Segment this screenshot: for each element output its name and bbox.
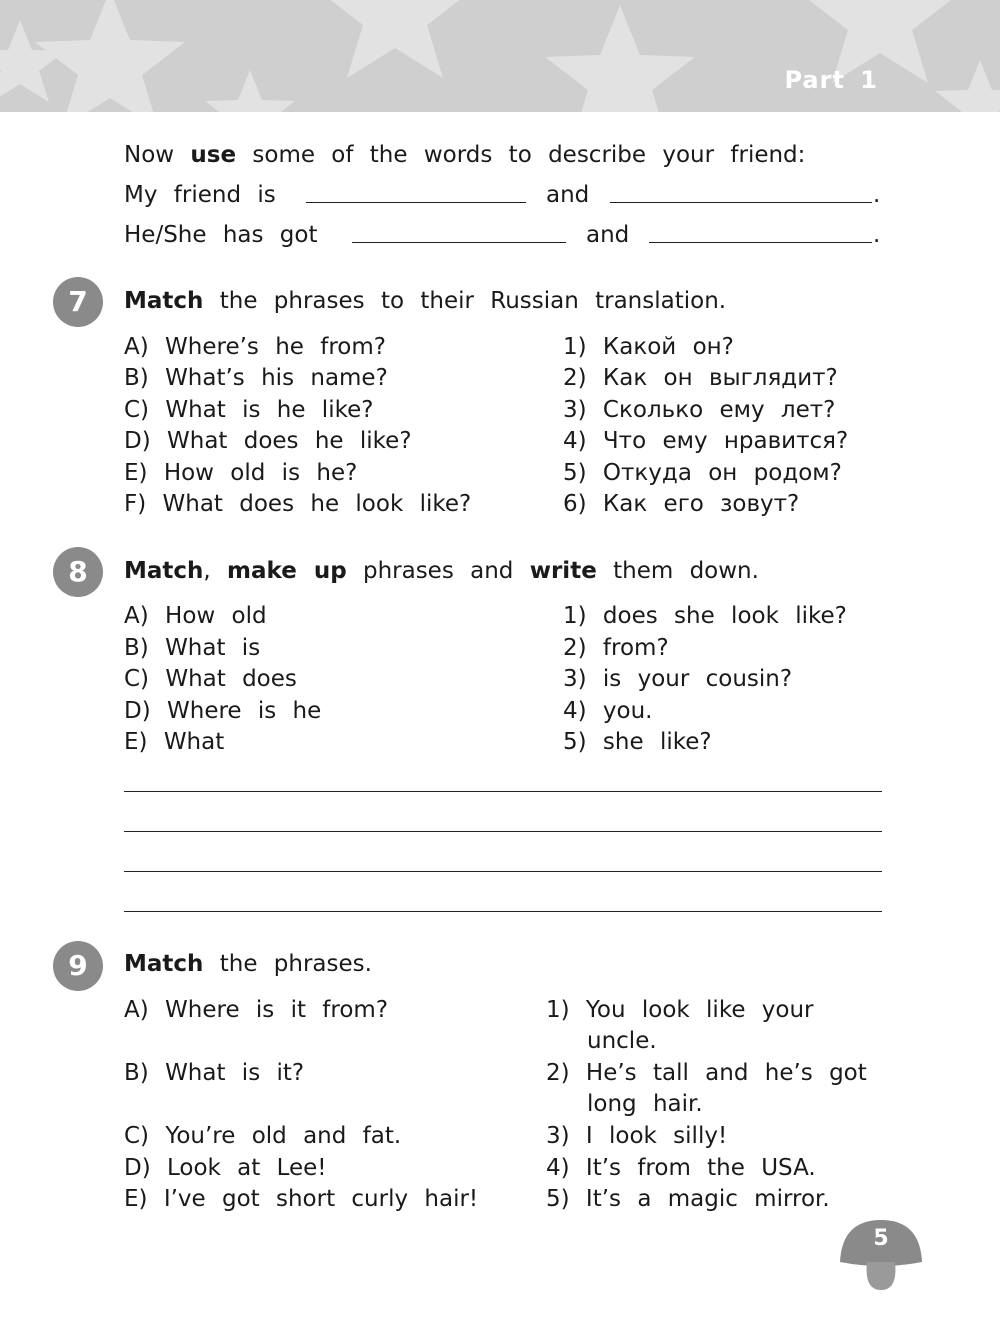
ex7-right-item: 3) Сколько ему лет?: [563, 397, 836, 423]
ex9-left-item: B) What is it?: [124, 1060, 305, 1086]
writing-line[interactable]: [124, 791, 882, 792]
instruction-bold: Match: [124, 558, 204, 584]
exercise-7-instruction: [124, 288, 726, 314]
ex9-right-item: 2) He’s tall and he’s got: [546, 1060, 867, 1086]
ex9-right-item: 1) You look like your: [546, 997, 814, 1023]
ex9-left-item: D) Look at Lee!: [124, 1155, 327, 1181]
ex7-left-item: B) What’s his name?: [124, 365, 388, 391]
instruction-text: the phrases.: [219, 951, 372, 977]
ex7-right-item: 5) Откуда он родом?: [563, 460, 842, 486]
instruction-text: the phrases to their Russian translation.: [219, 288, 727, 314]
intro-text: He/She has got: [124, 222, 318, 248]
ex8-left-item: C) What does: [124, 666, 297, 692]
instruction-text: ,: [203, 558, 211, 584]
ex7-left-item: A) Where’s he from?: [124, 334, 386, 360]
exercise-number-badge: 7: [53, 277, 103, 327]
exercise-8-instruction: [124, 558, 759, 584]
intro-line-2: [124, 182, 276, 208]
ex7-left-item: D) What does he like?: [124, 428, 412, 454]
intro-text: My friend is: [124, 182, 276, 208]
and-word: and: [586, 222, 630, 248]
ex8-right-item: 1) does she look like?: [563, 603, 847, 629]
ex8-left-item: A) How old: [124, 603, 267, 629]
ex9-right-item: 4) It’s from the USA.: [546, 1155, 816, 1181]
ex8-left-item: E) What: [124, 729, 225, 755]
part-label: Part 1: [784, 66, 878, 94]
writing-line[interactable]: [124, 871, 882, 872]
blank-field[interactable]: [352, 242, 566, 243]
instruction-bold: write: [529, 558, 597, 584]
blank-field[interactable]: [610, 202, 872, 203]
instruction-bold: Match: [124, 951, 204, 977]
ex8-right-item: 5) she like?: [563, 729, 712, 755]
period: .: [873, 182, 881, 208]
period: .: [873, 222, 881, 248]
ex8-left-item: B) What is: [124, 635, 261, 661]
ex9-left-item: C) You’re old and fat.: [124, 1123, 402, 1149]
ex7-right-item: 4) Что ему нравится?: [563, 428, 849, 454]
ex8-right-item: 3) is your cousin?: [563, 666, 793, 692]
exercise-9-instruction: [124, 951, 372, 977]
instruction-bold: Match: [124, 288, 204, 314]
ex8-right-item: 4) you.: [563, 698, 653, 724]
ex9-right-item: 3) I look silly!: [546, 1123, 728, 1149]
exercise-number-badge: 8: [53, 547, 103, 597]
ex9-right-item-continued: long hair.: [587, 1091, 703, 1117]
intro-text: Now: [124, 142, 175, 168]
ex8-right-item: 2) from?: [563, 635, 669, 661]
instruction-text: them down.: [613, 558, 759, 584]
ex8-left-item: D) Where is he: [124, 698, 322, 724]
ex9-right-item-continued: uncle.: [587, 1028, 657, 1054]
intro-bold-use: use: [190, 142, 237, 168]
intro-line-1: [124, 142, 805, 168]
ex9-left-item: E) I’ve got short curly hair!: [124, 1186, 479, 1212]
exercise-number-badge: 9: [53, 941, 103, 991]
writing-line[interactable]: [124, 911, 882, 912]
ex9-right-item: 5) It’s a magic mirror.: [546, 1186, 830, 1212]
page-number: 5: [873, 1226, 889, 1251]
and-word: and: [546, 182, 590, 208]
ex7-right-item: 2) Как он выглядит?: [563, 365, 838, 391]
instruction-bold: make up: [227, 558, 347, 584]
intro-text: some of the words to describe your friend:: [252, 142, 806, 168]
header-band: [0, 0, 1000, 112]
intro-line-3: [124, 222, 318, 248]
ex9-left-item: A) Where is it from?: [124, 997, 389, 1023]
stars-decoration: [0, 0, 1000, 112]
ex7-right-item: 1) Какой он?: [563, 334, 734, 360]
ex7-right-item: 6) Как его зовут?: [563, 491, 800, 517]
ex7-left-item: E) How old is he?: [124, 460, 358, 486]
blank-field[interactable]: [306, 202, 526, 203]
ex7-left-item: C) What is he like?: [124, 397, 374, 423]
blank-field[interactable]: [649, 242, 872, 243]
writing-line[interactable]: [124, 831, 882, 832]
ex7-left-item: F) What does he look like?: [124, 491, 472, 517]
instruction-text: phrases and: [362, 558, 514, 584]
